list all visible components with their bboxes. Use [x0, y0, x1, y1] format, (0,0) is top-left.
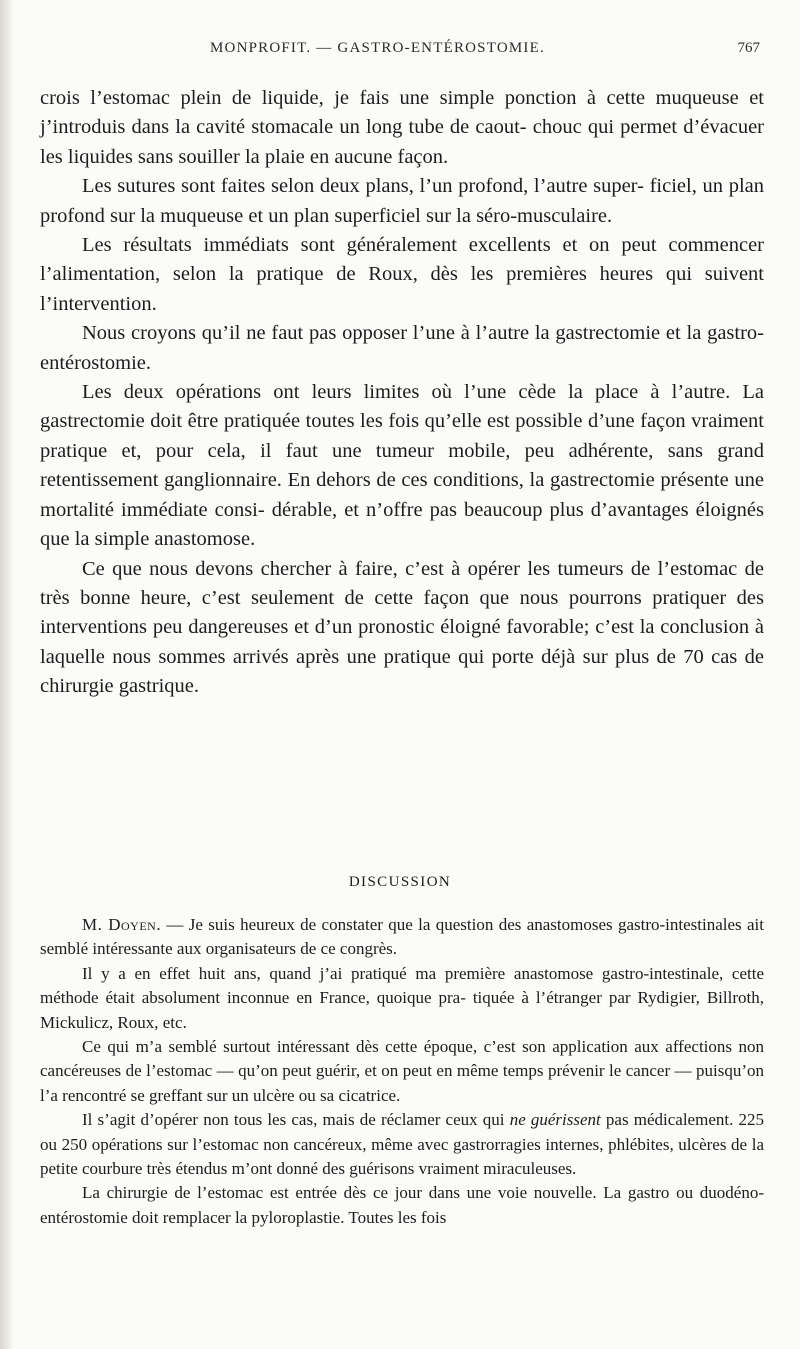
paragraph-5: Les deux opérations ont leurs limites où l’une cède la place à l’autre. La gastrectomie doit être pratiquée toutes les fois qu’elle est possible d’une façon vraiment pratique et, pour cela, il faut une tumeur mobile, peu adhérente, sans grand retentissement ganglionnaire. En dehors de ces conditions, la gastrectomie présente une mortalité immédiate consi- dérable, et n’offre pas beaucoup plus d’avantages éloignés que la simple anastomose.	[40, 381, 764, 551]
discussion-paragraph-2: Il y a en effet huit ans, quand j’ai pratiqué ma première anastomose gastro-intestinale, cette méthode était absolument inconnue en France, quoique pra- tiquée à l’étranger par Rydigier, Billroth, Mickulicz, Roux, etc.	[40, 963, 764, 1032]
page-number: 767	[737, 40, 760, 56]
paragraph-1: crois l’estomac plein de liquide, je fais une simple ponction à cette muqueuse et j’introduis dans la cavité stomacale un long tube de caout- chouc qui permet d’évacuer les liquides sans souiller la plaie en aucune façon.	[40, 87, 764, 168]
paragraph-3: Les résultats immédiats sont généralement excellents et on peut commencer l’alimentation, selon la pratique de Roux, dès les premières heures qui suivent l’intervention.	[40, 234, 764, 315]
discussion-paragraph-4-start: Il s’agit d’opérer non tous les cas, mais de réclamer ceux qui	[82, 1110, 510, 1130]
paragraph-2: Les sutures sont faites selon deux plans, l’un profond, l’autre super- ficiel, un plan profond sur la muqueuse et un plan superficiel sur la séro-musculaire.	[40, 175, 764, 227]
discussion-paragraph-1-text: — Je suis heureux de constater que la question des anastomoses gastro-intestinales ait semblé intéressante aux organisateurs de ce congrès.	[40, 915, 764, 959]
speaker-name: M. Doyen.	[82, 915, 162, 934]
paragraph-4: Nous croyons qu’il ne faut pas opposer l’une à l’autre la gastrectomie et la gastro-entérostomie.	[40, 322, 764, 374]
paragraph-6: Ce que nous devons chercher à faire, c’est à opérer les tumeurs de l’estomac de très bonne heure, c’est seulement de cette façon que nous pourrons pratiquer des interventions peu dangereuses et d’un pronostic éloigné favorable; c’est la conclusion à laquelle nous sommes arrivés après une pratique qui porte déjà sur plus de 70 cas de chirurgie gastrique.	[40, 557, 764, 698]
running-head	[0, 40, 800, 64]
emphasis-text: ne guérissent	[509, 1110, 601, 1130]
discussion-paragraph-4-end: pas médicalement. 225 ou 250 opérations sur l’estomac non cancéreux, même avec gastrorragies internes, phlébites, ulcères de la petite courbure très étendus m’ont donné des guérisons vraiment miraculeuses.	[40, 1110, 764, 1179]
discussion-paragraph-3: Ce qui m’a semblé surtout intéressant dès cette époque, c’est son application aux affections non cancéreuses de l’estomac — qu’on peut guérir, et on peut en même temps prévenir le cancer — puisqu’on l’a rencontré se greffant sur un ulcère ou sa cicatrice.	[40, 1037, 764, 1105]
discussion-text	[40, 913, 764, 1230]
discussion-paragraph-5: La chirurgie de l’estomac est entrée dès ce jour dans une voie nouvelle. La gastro ou duodéno-entérostomie doit remplacer la pyloroplastie. Toutes les fois	[40, 1183, 764, 1227]
main-text	[40, 84, 764, 702]
discussion-paragraph-4	[40, 1108, 764, 1181]
page-binding-shadow	[0, 0, 14, 1349]
running-head-title: MONPROFIT. — GASTRO-ENTÉROSTOMIE.	[210, 40, 545, 56]
discussion-paragraph-1	[40, 913, 764, 962]
section-heading-discussion: DISCUSSION	[348, 874, 452, 890]
